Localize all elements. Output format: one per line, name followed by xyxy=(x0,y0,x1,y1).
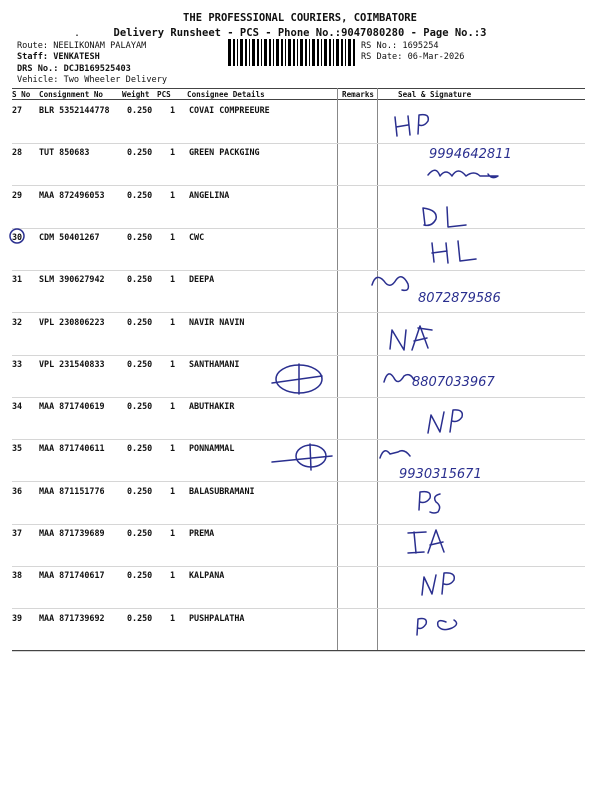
weight-cell: 0.250 xyxy=(127,105,153,115)
pcs-cell: 1 xyxy=(170,528,176,538)
consignment-cell: MAA 871739692 xyxy=(39,612,105,623)
col-header-consignee: Consignee Details xyxy=(187,90,265,99)
signature-ps-36 xyxy=(419,492,440,513)
weight-cell: 0.250 xyxy=(127,358,153,369)
consignee-cell: COVAI COMPREEURE xyxy=(189,105,270,115)
weight-cell: 0.250 xyxy=(127,189,153,200)
pcs-cell: 1 xyxy=(170,105,176,115)
stamp-circle-33 xyxy=(276,365,322,393)
drs-number: DCJB169525403 xyxy=(63,64,131,74)
signature-dl xyxy=(423,207,466,227)
consignee-cell: NAVIR NAVIN xyxy=(189,316,245,327)
pcs-cell: 1 xyxy=(170,485,176,496)
sno-cell: 39 xyxy=(12,612,23,623)
weight-cell: 0.250 xyxy=(127,570,153,581)
sno-cell: 36 xyxy=(12,485,23,496)
sno-cell: 29 xyxy=(12,189,23,200)
pcs-cell: 1 xyxy=(170,189,176,200)
pcs-cell: 1 xyxy=(170,570,176,581)
consignee-cell: CWC xyxy=(189,231,205,242)
row-separator xyxy=(12,228,585,229)
consignee-cell: BALASUBRAMANI xyxy=(189,485,255,496)
row-separator xyxy=(12,312,585,313)
consignee-cell: PUSHPALATHA xyxy=(189,612,245,623)
consignee-cell: GREEN PACKGING xyxy=(189,147,260,158)
barcode xyxy=(228,39,356,66)
pcs-cell: 1 xyxy=(170,443,176,454)
weight-cell: 0.250 xyxy=(127,147,153,158)
phone-handwritten-31: 8072879586 xyxy=(418,291,501,306)
col-header-sno: S No xyxy=(12,90,31,99)
consignment-cell: MAA 872496053 xyxy=(39,189,105,200)
consignee-cell: PONNAMMAL xyxy=(189,443,235,454)
row-separator xyxy=(12,608,585,609)
row-separator xyxy=(12,143,585,144)
company-name: THE PROFESSIONAL COURIERS, COIMBATORE xyxy=(183,12,417,24)
row-separator xyxy=(12,566,585,567)
signature-ps-39 xyxy=(417,619,457,635)
weight-cell: 0.250 xyxy=(127,274,153,285)
weight-cell: 0.250 xyxy=(127,316,153,327)
row-separator xyxy=(12,185,585,186)
rs-number: RS No.: 1695254 xyxy=(361,41,439,51)
stamp-circle-35 xyxy=(296,445,326,467)
phone-handwritten-35: 9930315671 xyxy=(399,467,482,482)
consignment-cell: VPL 230806223 xyxy=(39,316,105,327)
row-separator xyxy=(12,439,585,440)
sno-cell: 34 xyxy=(12,401,23,412)
staff-name: VENKATESH xyxy=(53,52,100,62)
consignee-cell: ANGELINA xyxy=(189,189,230,200)
pcs-cell: 1 xyxy=(170,231,176,242)
weight-cell: 0.250 xyxy=(127,443,153,454)
row-separator xyxy=(12,270,585,271)
drs-line xyxy=(17,64,131,74)
signature-ia xyxy=(408,530,444,553)
sno-cell: 38 xyxy=(12,570,23,581)
signature-np-38 xyxy=(422,573,454,595)
weight-cell: 0.250 xyxy=(127,528,153,538)
consignee-cell: DEEPA xyxy=(189,274,215,285)
consignment-cell: MAA 871739689 xyxy=(39,528,105,538)
pcs-cell: 1 xyxy=(170,316,176,327)
consignment-cell: BLR 5352144778 xyxy=(39,105,110,115)
col-header-consignment: Consignment No xyxy=(39,90,104,99)
consignment-cell: MAA 871740611 xyxy=(39,443,105,454)
signature-hl xyxy=(432,241,476,263)
signature-hp xyxy=(395,115,428,136)
staff-line xyxy=(17,52,100,62)
consignment-cell: TUT 850683 xyxy=(39,147,90,158)
weight-cell: 0.250 xyxy=(127,401,153,412)
sno-cell: 33 xyxy=(12,358,23,369)
consignee-cell: PREMA xyxy=(189,528,215,538)
pcs-cell: 1 xyxy=(170,401,176,412)
signature-scribble-28 xyxy=(428,170,498,177)
weight-cell: 0.250 xyxy=(127,485,153,496)
pcs-cell: 1 xyxy=(170,358,176,369)
sno-cell: 35 xyxy=(12,443,23,454)
sno-cell: 28 xyxy=(12,147,23,158)
weight-cell: 0.250 xyxy=(127,231,153,242)
consignee-cell: KALPANA xyxy=(189,570,225,581)
col-header-pcs: PCS xyxy=(157,90,171,99)
row-separator xyxy=(12,481,585,482)
col-header-signature: Seal & Signature xyxy=(398,90,472,99)
runsheet-title: Delivery Runsheet - PCS - Phone No.:9047080280 - Page No.:3 xyxy=(113,27,487,39)
consignment-cell: MAA 871740619 xyxy=(39,401,105,412)
table-top-rule xyxy=(12,88,585,89)
drs-label: DRS No.: xyxy=(17,64,59,74)
col-header-weight: Weight xyxy=(122,90,150,99)
route-text: Route: NEELIKONAM PALAYAM xyxy=(17,41,147,51)
phone-handwritten-28: 9994642811 xyxy=(429,147,512,162)
signature-np xyxy=(428,410,462,433)
signature-scribble-33 xyxy=(384,374,414,382)
table-header-rule xyxy=(12,99,585,100)
signature-na xyxy=(390,326,432,350)
signature-scribble-35 xyxy=(380,451,410,458)
vehicle-text: Vehicle: Two Wheeler Delivery xyxy=(17,75,168,85)
dot-mark: . xyxy=(74,28,81,39)
row-separator xyxy=(12,524,585,525)
sno-cell: 27 xyxy=(12,105,23,115)
row-separator xyxy=(12,651,585,652)
consignment-cell: CDM 50401267 xyxy=(39,231,100,242)
sno-cell: 37 xyxy=(12,528,23,538)
row-separator xyxy=(12,355,585,356)
consignment-cell: SLM 390627942 xyxy=(39,274,105,285)
pcs-cell: 1 xyxy=(170,147,176,158)
sno-cell: 30 xyxy=(12,231,23,242)
phone-handwritten-33: 8807033967 xyxy=(412,375,495,390)
sno-cell: 31 xyxy=(12,274,23,285)
consignment-cell: MAA 871151776 xyxy=(39,485,105,496)
sno-cell: 32 xyxy=(12,316,23,327)
pcs-cell: 1 xyxy=(170,274,176,285)
staff-label: Staff: xyxy=(17,52,49,62)
row-separator xyxy=(12,397,585,398)
col-header-remarks: Remarks xyxy=(342,90,375,99)
weight-cell: 0.250 xyxy=(127,612,153,623)
consignee-cell: SANTHAMANI xyxy=(189,358,240,369)
consignment-cell: VPL 231540833 xyxy=(39,358,105,369)
consignment-cell: MAA 871740617 xyxy=(39,570,105,581)
consignee-cell: ABUTHAKIR xyxy=(189,401,235,412)
pcs-cell: 1 xyxy=(170,612,176,623)
rs-date: RS Date: 06-Mar-2026 xyxy=(361,52,465,62)
